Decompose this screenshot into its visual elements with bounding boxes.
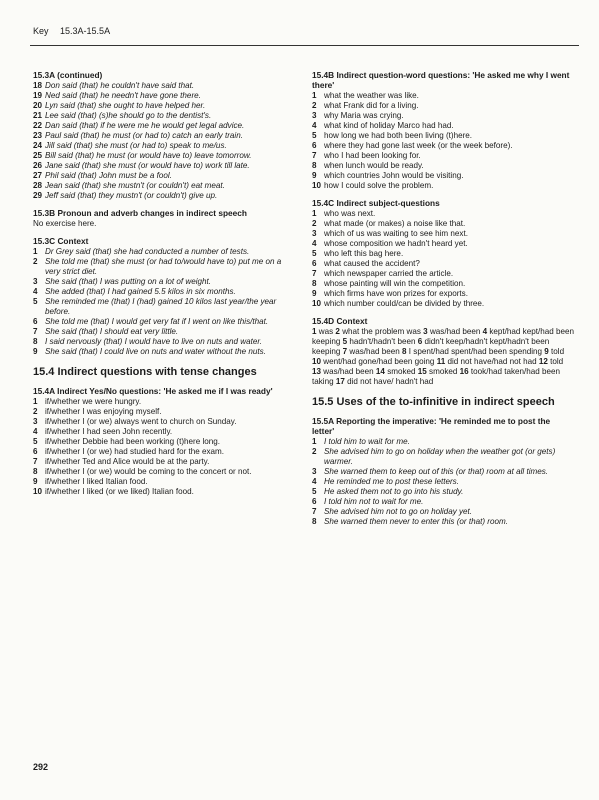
context-number: 15 xyxy=(417,367,427,376)
item-number: 7 xyxy=(312,269,317,278)
context-answer: hadn't/hadn't been xyxy=(349,337,416,346)
list-item xyxy=(33,447,288,457)
item-number: 6 xyxy=(33,447,38,456)
item-number: 2 xyxy=(312,101,317,110)
item-number: 3 xyxy=(33,417,38,426)
list-item xyxy=(312,239,574,249)
list-item xyxy=(33,397,288,407)
item-number: 5 xyxy=(312,131,317,140)
item-text: I told him to wait for me. xyxy=(324,437,410,446)
list-item xyxy=(33,171,288,181)
item-text: how I could solve the problem. xyxy=(324,181,434,190)
item-text: She advised him not to go on holiday yet. xyxy=(324,507,473,516)
item-number: 3 xyxy=(312,229,317,238)
list-item xyxy=(312,209,574,219)
item-number: 22 xyxy=(33,121,43,130)
item-number: 29 xyxy=(33,191,43,200)
list-item xyxy=(312,279,574,289)
context-answer: I spent/had spent/had been spending xyxy=(408,347,543,356)
item-text: Dan said (that) if he were me he would get legal advice. xyxy=(45,121,245,130)
item-number: 8 xyxy=(312,161,317,170)
item-text: whose composition we hadn't heard yet. xyxy=(324,239,468,248)
item-text: what kind of holiday Marco had had. xyxy=(324,121,454,130)
item-text: which number could/can be divided by three. xyxy=(324,299,485,308)
item-text: She told me (that) she must (or had to/would have to) put me on a very strict diet. xyxy=(45,257,282,276)
list-item xyxy=(312,91,574,101)
context-answer: went/had gone/had been going xyxy=(323,357,435,366)
context-answer: was/had been xyxy=(323,367,374,376)
item-text: if/whether I had seen John recently. xyxy=(45,427,173,436)
item-text: what caused the accident? xyxy=(324,259,420,268)
item-number: 7 xyxy=(33,327,38,336)
list-item xyxy=(33,467,288,477)
item-number: 8 xyxy=(312,517,317,526)
item-number: 26 xyxy=(33,161,43,170)
right-column xyxy=(312,70,574,527)
item-number: 10 xyxy=(312,299,322,308)
list-item xyxy=(33,81,288,91)
item-number: 8 xyxy=(312,279,317,288)
item-text: if/whether I was enjoying myself. xyxy=(45,407,162,416)
list-item xyxy=(33,407,288,417)
item-text: She said (that) I could live on nuts and water without the nuts. xyxy=(45,347,266,356)
item-text: which countries John would be visiting. xyxy=(324,171,464,180)
context-answer: was xyxy=(318,327,334,336)
item-number: 5 xyxy=(33,297,38,306)
item-number: 8 xyxy=(33,337,38,346)
list-item xyxy=(312,517,574,527)
item-number: 20 xyxy=(33,101,43,110)
list-item xyxy=(33,317,288,327)
item-text: when lunch would be ready. xyxy=(324,161,424,170)
item-text: what Frank did for a living. xyxy=(324,101,419,110)
context-answer: told xyxy=(550,357,564,366)
item-text: why Maria was crying. xyxy=(324,111,404,120)
item-text: She added (that) I had gained 5.5 kilos in six months. xyxy=(45,287,236,296)
list-15-4c xyxy=(312,209,574,309)
item-number: 9 xyxy=(33,347,38,356)
item-number: 24 xyxy=(33,141,43,150)
item-text: I said nervously (that) I would have to live on nuts and water. xyxy=(45,337,262,346)
context-number: 5 xyxy=(342,337,348,346)
section-title-15-5a: 15.5A Reporting the imperative: 'He reminded me to post the letter' xyxy=(312,416,551,436)
item-text: if/whether I (or we) had studied hard for the exam. xyxy=(45,447,225,456)
item-text: Jeff said (that) they mustn't (or couldn't) give up. xyxy=(45,191,218,200)
context-number: 4 xyxy=(482,327,488,336)
list-item xyxy=(33,141,288,151)
list-item xyxy=(312,487,574,497)
section-title-15-4d: 15.4D Context xyxy=(312,316,368,326)
context-number: 16 xyxy=(459,367,469,376)
context-number: 6 xyxy=(417,337,423,346)
context-number: 13 xyxy=(312,367,322,376)
list-item xyxy=(33,181,288,191)
item-number: 9 xyxy=(312,289,317,298)
item-number: 6 xyxy=(312,497,317,506)
list-item xyxy=(33,327,288,337)
context-number: 11 xyxy=(436,357,446,366)
list-item xyxy=(312,249,574,259)
item-text: Jean said (that) she mustn't (or couldn't) eat meat. xyxy=(45,181,225,190)
context-number: 1 xyxy=(312,327,317,336)
item-number: 1 xyxy=(312,209,317,218)
item-text: Dr Grey said (that) she had conducted a number of tests. xyxy=(45,247,250,256)
list-item xyxy=(312,229,574,239)
list-item xyxy=(312,477,574,487)
item-number: 21 xyxy=(33,111,43,120)
list-15-3a xyxy=(33,81,288,201)
item-number: 23 xyxy=(33,131,43,140)
list-item xyxy=(312,447,574,467)
list-item xyxy=(312,269,574,279)
item-number: 5 xyxy=(33,437,38,446)
item-number: 4 xyxy=(33,287,38,296)
item-text: She warned them never to enter this (or that) room. xyxy=(324,517,508,526)
item-text: who I had been looking for. xyxy=(324,151,421,160)
item-text: He reminded me to post these letters. xyxy=(324,477,459,486)
item-text: Ned said (that) he needn't have gone there. xyxy=(45,91,201,100)
item-text: where they had gone last week (or the week before). xyxy=(324,141,513,150)
item-text: She told me (that) I would get very fat if I went on like this/that. xyxy=(45,317,269,326)
item-number: 1 xyxy=(312,91,317,100)
item-number: 2 xyxy=(312,219,317,228)
list-item xyxy=(33,191,288,201)
list-item xyxy=(33,101,288,111)
context-number: 12 xyxy=(538,357,548,366)
list-item xyxy=(312,507,574,517)
header-rule xyxy=(30,45,579,46)
item-number: 3 xyxy=(312,467,317,476)
context-answer: took/had taken/had been taking xyxy=(312,367,561,386)
item-text: I told him not to wait for me. xyxy=(324,497,424,506)
list-item xyxy=(33,347,288,357)
item-number: 6 xyxy=(312,141,317,150)
list-item xyxy=(312,289,574,299)
list-item xyxy=(312,131,574,141)
item-number: 10 xyxy=(33,487,43,496)
list-item xyxy=(312,101,574,111)
item-number: 6 xyxy=(33,317,38,326)
item-number: 5 xyxy=(312,487,317,496)
list-item xyxy=(33,287,288,297)
list-item xyxy=(312,141,574,151)
list-item xyxy=(312,151,574,161)
item-text: Bill said (that) he must (or would have to) leave tomorrow. xyxy=(45,151,252,160)
list-15-3c xyxy=(33,247,288,357)
item-number: 18 xyxy=(33,81,43,90)
list-15-4a xyxy=(33,397,288,497)
context-answer: smoked xyxy=(429,367,458,376)
section-title-15-4: 15.4 Indirect questions with tense changes xyxy=(33,366,257,378)
list-item xyxy=(312,259,574,269)
item-text: She warned them to keep out of this (or that) room at all times. xyxy=(324,467,549,476)
item-number: 7 xyxy=(33,457,38,466)
list-15-4b xyxy=(312,91,574,191)
item-text: which newspaper carried the article. xyxy=(324,269,454,278)
context-number: 7 xyxy=(342,347,348,356)
item-number: 1 xyxy=(312,437,317,446)
section-title-15-3a: 15.3A (continued) xyxy=(33,70,103,80)
context-answers-15-4d xyxy=(312,327,574,387)
context-number: 8 xyxy=(402,347,407,356)
list-item xyxy=(33,111,288,121)
item-text: who was next. xyxy=(324,209,376,218)
context-answer: did not have/ hadn't had xyxy=(347,377,434,386)
list-item xyxy=(33,121,288,131)
context-number: 17 xyxy=(335,377,345,386)
item-text: if/whether Debbie had been working (t)here long. xyxy=(45,437,221,446)
item-text: Lee said (that) (s)he should go to the dentist's. xyxy=(45,111,212,120)
context-number: 10 xyxy=(312,357,322,366)
context-number: 2 xyxy=(335,327,340,336)
item-number: 7 xyxy=(312,507,317,516)
list-item xyxy=(33,457,288,467)
item-text: She reminded me (that) I (had) gained 10 kilos last year/the year before. xyxy=(45,297,277,316)
item-number: 1 xyxy=(33,397,38,406)
item-text: what the weather was like. xyxy=(324,91,419,100)
item-text: if/whether I liked (or we liked) Italian food. xyxy=(45,487,194,496)
item-text: She said (that) I should eat very little. xyxy=(45,327,179,336)
list-item xyxy=(33,131,288,141)
list-item xyxy=(33,151,288,161)
list-item xyxy=(33,437,288,447)
list-item xyxy=(33,337,288,347)
item-number: 4 xyxy=(312,239,317,248)
list-item xyxy=(33,257,288,277)
section-title-15-4c: 15.4C Indirect subject-questions xyxy=(312,198,440,208)
list-item xyxy=(33,487,288,497)
left-column xyxy=(33,70,288,497)
item-text: how long we had both been living (t)here. xyxy=(324,131,473,140)
item-number: 19 xyxy=(33,91,43,100)
item-text: Jane said (that) she must (or would have to) work till late. xyxy=(45,161,250,170)
item-text: if/whether I (or we) always went to church on Sunday. xyxy=(45,417,237,426)
item-number: 4 xyxy=(312,477,317,486)
item-number: 4 xyxy=(312,121,317,130)
list-item xyxy=(33,161,288,171)
context-answer: was/had been xyxy=(429,327,481,336)
item-number: 1 xyxy=(33,247,38,256)
item-text: He asked them not to go into his study. xyxy=(324,487,464,496)
item-number: 10 xyxy=(312,181,322,190)
context-answer: what the problem was xyxy=(342,327,421,336)
item-text: if/whether Ted and Alice would be at the party. xyxy=(45,457,210,466)
list-item xyxy=(33,277,288,287)
header-range: 15.3A-15.5A xyxy=(60,26,111,36)
section-note-15-3b: No exercise here. xyxy=(33,219,97,228)
item-number: 2 xyxy=(312,447,317,456)
list-item xyxy=(312,111,574,121)
list-item xyxy=(312,219,574,229)
list-item xyxy=(33,417,288,427)
item-number: 3 xyxy=(33,277,38,286)
item-number: 6 xyxy=(312,259,317,268)
item-text: if/whether I (or we) would be coming to the concert or not. xyxy=(45,467,252,476)
item-text: if/whether I liked Italian food. xyxy=(45,477,148,486)
item-text: She advised him to go on holiday when the weather got (or gets) warmer. xyxy=(324,447,556,466)
section-title-15-3b: 15.3B Pronoun and adverb changes in indirect speech xyxy=(33,208,247,218)
list-item xyxy=(33,91,288,101)
list-item xyxy=(312,181,574,191)
context-number: 14 xyxy=(375,367,385,376)
section-title-15-4a: 15.4A Indirect Yes/No questions: 'He asked me if I was ready' xyxy=(33,386,273,396)
list-item xyxy=(312,467,574,477)
list-item xyxy=(312,121,574,131)
item-text: Don said (that) he couldn't have said that. xyxy=(45,81,195,90)
item-number: 4 xyxy=(33,427,38,436)
context-answer: told xyxy=(551,347,565,356)
context-number: 9 xyxy=(544,347,549,356)
item-number: 8 xyxy=(33,467,38,476)
item-text: Jill said (that) she must (or had to) speak to me/us. xyxy=(45,141,227,150)
list-15-5a xyxy=(312,437,574,527)
list-item xyxy=(312,299,574,309)
item-number: 2 xyxy=(33,407,38,416)
context-answer: kept/had kept/had been keeping xyxy=(312,327,574,346)
item-number: 2 xyxy=(33,257,38,266)
running-header xyxy=(33,26,110,36)
list-item xyxy=(33,247,288,257)
item-number: 7 xyxy=(312,151,317,160)
item-text: which of us was waiting to see him next. xyxy=(324,229,468,238)
item-number: 9 xyxy=(33,477,38,486)
item-text: Paul said (that) he must (or had to) catch an early train. xyxy=(45,131,243,140)
item-number: 3 xyxy=(312,111,317,120)
item-number: 5 xyxy=(312,249,317,258)
item-number: 27 xyxy=(33,171,43,180)
item-text: whose painting will win the competition. xyxy=(324,279,466,288)
page-number: 292 xyxy=(33,762,49,772)
context-answer: did not have/had not had xyxy=(447,357,537,366)
context-answer: smoked xyxy=(387,367,416,376)
context-answer: was/had been xyxy=(349,347,400,356)
list-item xyxy=(312,497,574,507)
item-text: Lyn said (that) she ought to have helped her. xyxy=(45,101,206,110)
header-key: Key xyxy=(33,26,49,36)
list-item xyxy=(312,161,574,171)
section-title-15-3c: 15.3C Context xyxy=(33,236,89,246)
item-text: She said (that) I was putting on a lot of weight. xyxy=(45,277,212,286)
item-text: who left this bag here. xyxy=(324,249,404,258)
item-number: 25 xyxy=(33,151,43,160)
section-title-15-4b: 15.4B Indirect question-word questions: 'He asked me why I went there' xyxy=(312,70,570,90)
list-item xyxy=(33,427,288,437)
list-item xyxy=(33,477,288,487)
context-answer: didn't keep/hadn't kept/hadn't been keeping xyxy=(312,337,550,356)
list-item xyxy=(312,171,574,181)
list-item xyxy=(312,437,574,447)
context-number: 3 xyxy=(423,327,428,336)
item-text: if/whether we were hungry. xyxy=(45,397,142,406)
item-number: 9 xyxy=(312,171,317,180)
item-text: what made (or makes) a noise like that. xyxy=(324,219,466,228)
list-item xyxy=(33,297,288,317)
item-number: 28 xyxy=(33,181,43,190)
item-text: which firms have won prizes for exports. xyxy=(324,289,468,298)
section-title-15-5: 15.5 Uses of the to-infinitive in indirect speech xyxy=(312,396,555,408)
item-text: Phil said (that) John must be a fool. xyxy=(45,171,172,180)
